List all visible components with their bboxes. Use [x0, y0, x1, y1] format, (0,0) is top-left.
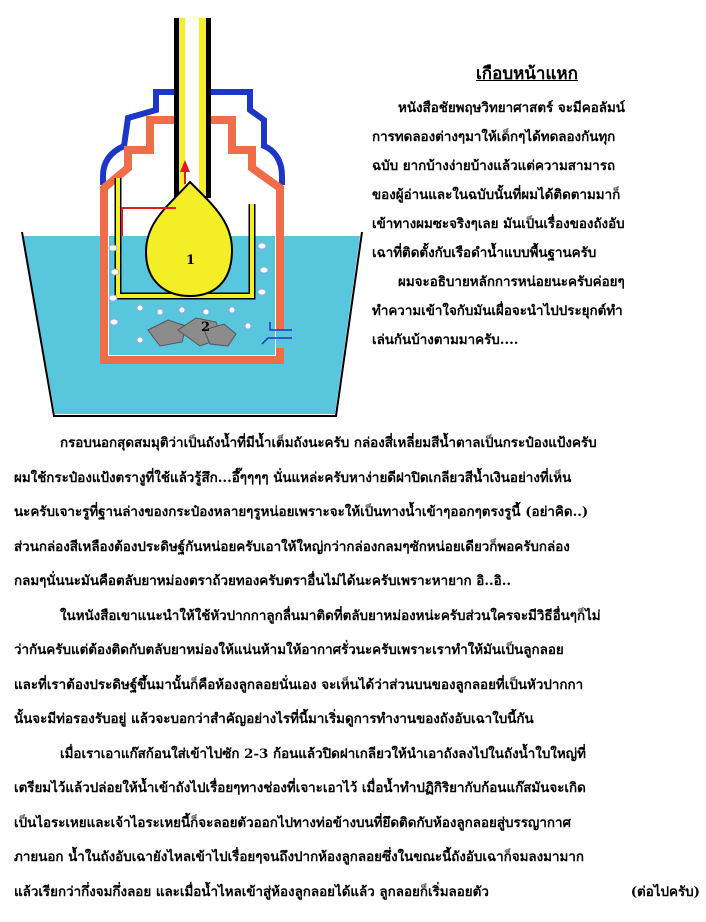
- body-line: ในหนังสือเขาแนะนำให้ใช้หัวปากกาลูกลื่นมาติดที่ตลับยาหม่องหน่ะครับส่วนใครจะมีวิธีอื่นๆก็ไม่: [60, 607, 601, 624]
- continued-note: (ต่อไปครับ): [630, 883, 700, 900]
- body-line: นะครับเจาะรูที่ฐานล่างของกระป๋องหลายๆรูหน่อยเพราะจะให้เป็นทางน้ำเข้าๆออกๆตรงรูนี้ (อย่าคิด..): [14, 504, 589, 520]
- body-line: กรอบนอกสุดสมมุติว่าเป็นถังน้ำที่มีน้ำเต็มถังนะครับ กล่องสี่เหลี่ยมสีน้ำตาลเป็นกระป๋องแป้งครับ: [60, 435, 597, 451]
- article-title: เกือบหน้าแหก: [476, 64, 578, 84]
- rocks-label: 2: [201, 320, 211, 335]
- ballast-tank-diagram: [0, 0, 370, 420]
- body-line: เป็นไอระเหยและเจ้าไอระเหยนี้ก็จะลอยตัวออกไปทางท่อข้างบนที่ยึดติดกับห้องลูกลอยสู่บรรญากาศ: [14, 814, 571, 831]
- body-line: ว่ากันครับแต่ต้องติดกับตลับยาหม่องให้แน่นห้ามให้อากาศรั่วนะครับเพราะเราทำให้มันเป็นลูกลอย: [14, 642, 564, 658]
- article-body: [14, 426, 700, 909]
- body-line: และที่เราต้องประดิษฐ์ขึ้นมานั้นก็คือห้องลูกลอยนั่นเอง จะเห็นได้ว่าส่วนบนของลูกลอยที่เป็นหัวปากกา: [14, 676, 584, 693]
- body-line: เมื่อเราเอาแก๊สก้อนใส่เข้าไปซัก 2-3 ก้อนแล้วปิดฝาเกลียวให้นำเอาถังลงไปในถังน้ำใบใหญ่ที่: [60, 745, 586, 762]
- body-line: ผมใช้กระป๋องแป้งตรางูที่ใช้แล้วรู้สึก...อึ๊ๆๆๆๆ นั่นแหล่ะครับหาง่ายดีฝาปิดเกลียวสีน้ำเงินอย่างที่เห็น: [14, 469, 572, 486]
- intro-line: ผมจะอธิบายหลักการหน่อยนะครับค่อยๆ: [398, 274, 625, 290]
- body-line: ส่วนกล่องสีเหลืองต้องประดิษฐ์กันหน่อยครับเอาให้ใหญ่กว่ากล่องกลมๆซักหน่อยเดียวก็พอครับกล่อง: [14, 538, 570, 555]
- base-hole: [276, 330, 286, 348]
- intro-line: ของผู้อ่านและในฉบับนั้นที่ผมได้ติดตามมาก็: [372, 187, 621, 203]
- body-line: เตรียมไว้แล้วปล่อยให้น้ำเข้าถังไปเรื่อยๆทางช่องที่เจาะเอาไว้ เมื่อน้ำทำปฏิกิริยากับก้อนแก๊สมันจะเกิด: [14, 780, 586, 796]
- body-line: ภายนอก น้ำในถังอับเฉายังไหลเข้าไปเรื่อยๆจนถึงปากห้องลูกลอยซึ่งในขณะนี้ถังอับเฉาก็จมลงมามาก: [14, 849, 584, 865]
- float-label: 1: [186, 253, 196, 268]
- body-line: นั้นจะมีท่อรองรับอยู่ แล้วจะบอกว่าสำคัญอย่างไรที่นี้มาเริ่มดูการทำงานของถังอับเฉาใบนี้กัน: [14, 711, 534, 727]
- intro-line: หนังสือชัยพฤษวิทยาศาสตร์ จะมีคอลัมน์: [398, 100, 625, 116]
- body-last-line: แล้วเรียกว่ากึ่งจมกึ่งลอย และเมื่อน้ำไหลเข้าสู่ห้องลูกลอยได้แล้ว ลูกลอยก็เริ่มลอยตัว: [14, 883, 489, 900]
- intro-line: ฉบับ ยากบ้างง่ายบ้างแล้วแต่ความสามารถ: [372, 158, 616, 174]
- body-line: [14, 875, 700, 910]
- intro-line: เฉาที่ติดตั้งกับเรือดำน้ำแบบพื้นฐานครับ: [372, 245, 597, 261]
- body-line: กลมๆนั่นนะมันคือตลับยาหม่องตราถ้วยทองครับตราอื่นไม่ได้นะครับเพราะหายาก อิ..อิ..: [14, 573, 512, 589]
- intro-line: เล่นกันบ้างตามมาครับ....: [372, 332, 519, 348]
- intro-line: เข้าทางผมซะจริงๆเลย มันเป็นเรื่องของถังอับ: [372, 216, 625, 232]
- intro-line: การทดลองต่างๆมาให้เด็กๆได้ทดลองกันทุก: [372, 129, 616, 145]
- intro-paragraph: [372, 94, 702, 355]
- intro-line: ทำความเข้าใจกับมันเผื่อจะนำไปประยุกต์ทำ: [372, 303, 623, 319]
